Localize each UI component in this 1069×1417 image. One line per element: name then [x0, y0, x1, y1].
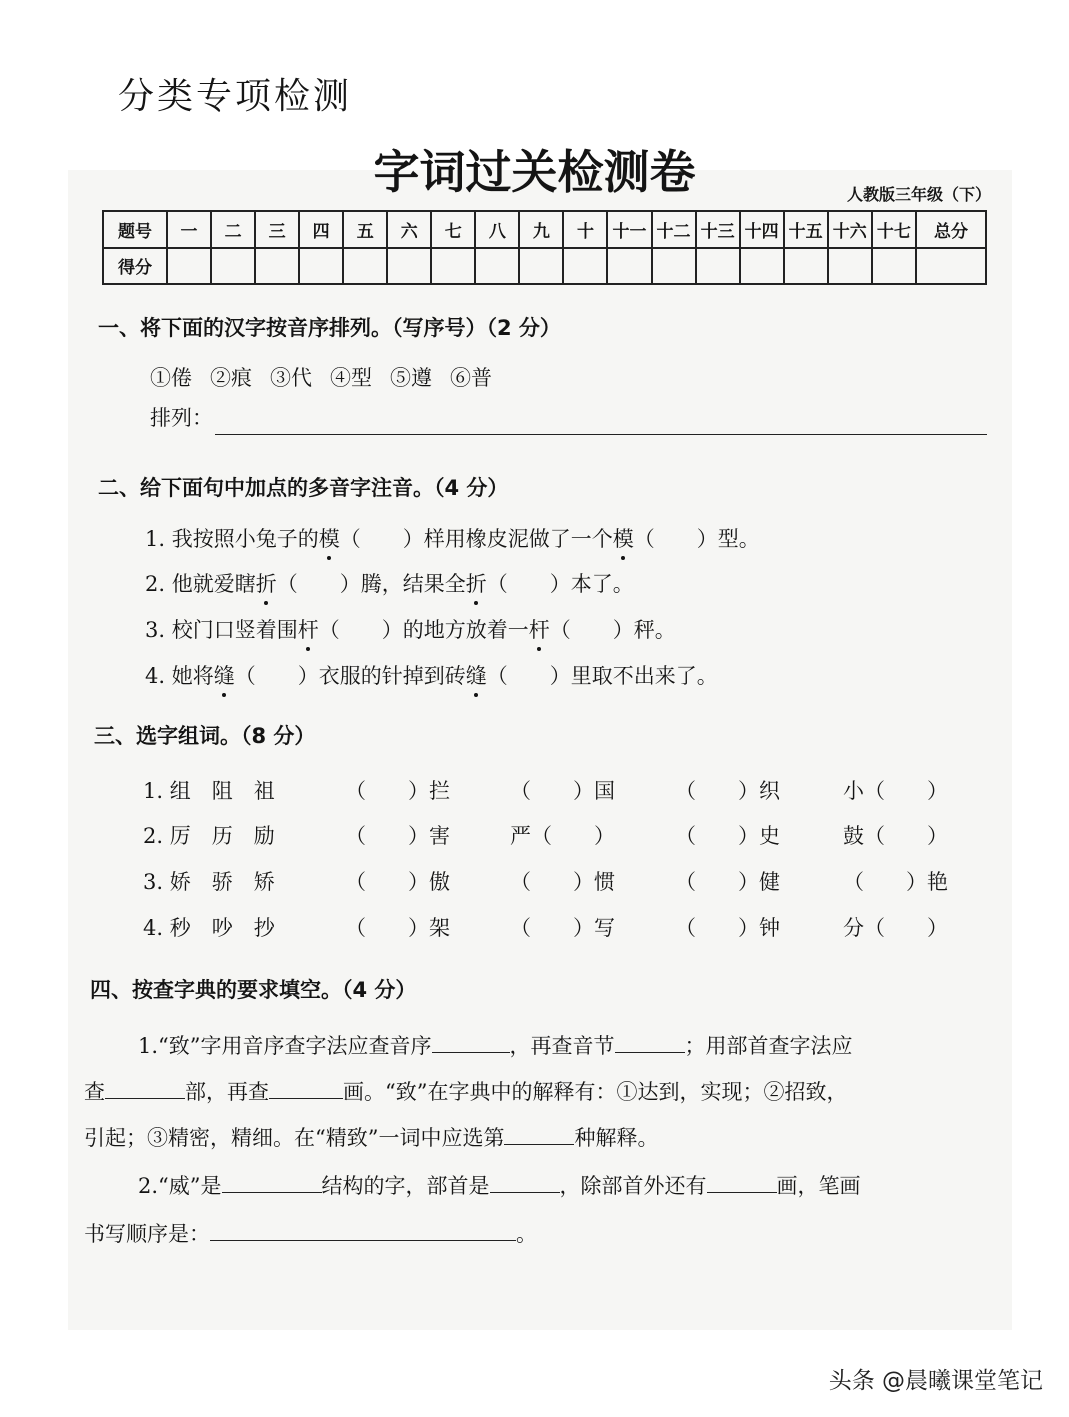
word-row-chars: 4. 秒 吵 抄	[143, 916, 275, 940]
question-text: 2.“威”是	[138, 1174, 222, 1198]
answer-blank[interactable]	[222, 1172, 322, 1193]
section-4-heading: 四、按查字典的要求填空。（4 分）	[90, 978, 417, 1002]
char-item: ②痕	[210, 366, 252, 390]
score-cell[interactable]	[519, 248, 563, 285]
word-blank[interactable]: （ ）织	[675, 779, 780, 803]
answer-blank[interactable]	[269, 1078, 343, 1099]
sentence-2	[145, 568, 634, 598]
section-1-answer-line[interactable]	[215, 434, 987, 435]
score-table-col: 三	[255, 211, 299, 248]
sentence-text[interactable]: （ ）衣服的针掉到砖	[234, 664, 466, 688]
header-label: 分类专项检测	[118, 76, 353, 117]
score-cell[interactable]	[652, 248, 696, 285]
score-cell[interactable]	[343, 248, 387, 285]
word-blank[interactable]: （ ）健	[675, 870, 780, 894]
score-table-row-label: 题号	[103, 211, 167, 248]
word-blank[interactable]: （ ）惯	[510, 870, 615, 894]
word-blank[interactable]: 小（ ）	[843, 779, 948, 803]
word-blank[interactable]: （ ）拦	[345, 779, 450, 803]
answer-blank[interactable]	[615, 1032, 685, 1053]
question-text: 部，再查	[185, 1080, 269, 1104]
question-text: 书写顺序是：	[84, 1222, 210, 1246]
char-item: ①倦	[150, 366, 192, 390]
score-cell[interactable]	[387, 248, 431, 285]
watermark: 头条 @晨曦课堂笔记	[828, 1368, 1043, 1394]
dotted-char: 模	[319, 523, 340, 553]
word-row-chars: 2. 厉 历 励	[143, 824, 275, 848]
score-table-col: 十六	[828, 211, 872, 248]
dotted-char: 折	[256, 568, 277, 598]
score-table-col: 十	[563, 211, 607, 248]
answer-blank[interactable]	[504, 1124, 574, 1145]
sentence-text: 校门口竖着围	[171, 618, 298, 642]
score-table-col: 十七	[872, 211, 916, 248]
sentence-number: 4.	[145, 664, 172, 688]
sentence-text[interactable]: （ ）本了。	[486, 572, 634, 596]
exam-paper	[68, 170, 1012, 1330]
sentence-3	[145, 614, 676, 644]
dotted-char: 杆	[529, 614, 550, 644]
word-blank[interactable]: （ ）架	[345, 916, 450, 940]
word-blank[interactable]: （ ）钟	[675, 916, 780, 940]
section-3-heading: 三、选字组词。（8 分）	[94, 724, 316, 748]
sentence-text: 他就爱瞎	[171, 572, 256, 596]
score-table-col: 四	[299, 211, 343, 248]
question-text: ，除部首外还有	[559, 1174, 707, 1198]
score-cell[interactable]	[475, 248, 519, 285]
score-table-row-label: 得分	[103, 248, 167, 285]
answer-blank[interactable]	[490, 1172, 560, 1193]
sentence-text[interactable]: （ ）里取不出来了。	[486, 664, 718, 688]
score-cell[interactable]	[211, 248, 255, 285]
score-table-col: 十三	[696, 211, 740, 248]
word-blank[interactable]: （ ）害	[345, 824, 450, 848]
sentence-text[interactable]: （ ）样用橡皮泥做了一个	[339, 527, 613, 551]
q2-line-1	[138, 1170, 861, 1200]
score-cell[interactable]	[696, 248, 740, 285]
question-text: 1.“致”字用音序查字法应查音序	[138, 1034, 432, 1058]
word-row-chars: 1. 组 阻 祖	[143, 779, 275, 803]
sentence-text[interactable]: （ ）腾，结果全	[276, 572, 466, 596]
word-blank[interactable]: 鼓（ ）	[843, 824, 948, 848]
score-cell[interactable]	[740, 248, 784, 285]
char-item: ③代	[270, 366, 312, 390]
question-text: 种解释。	[574, 1126, 659, 1150]
sentence-number: 2.	[145, 572, 172, 596]
edition-label: 人教版三年级（下）	[846, 185, 991, 204]
question-text: 引起；③精密，精细。在“精致”一词中应选第	[84, 1126, 505, 1150]
score-table-col: 七	[431, 211, 475, 248]
word-blank[interactable]: 严（ ）	[510, 824, 615, 848]
question-text: 结构的字，部首是	[321, 1174, 490, 1198]
score-table-col: 十五	[784, 211, 828, 248]
question-text: 画。“致”在字典中的解释有：①达到，实现；②招致，	[343, 1080, 848, 1104]
sentence-text[interactable]: （ ）的地方放着一	[318, 618, 529, 642]
score-table-col: 一	[167, 211, 211, 248]
word-blank[interactable]: （ ）史	[675, 824, 780, 848]
score-cell[interactable]	[872, 248, 916, 285]
word-blank[interactable]: 分（ ）	[843, 916, 948, 940]
score-cell[interactable]	[784, 248, 828, 285]
word-blank[interactable]: （ ）傲	[345, 870, 450, 894]
word-blank[interactable]: （ ）国	[510, 779, 615, 803]
word-row-chars: 3. 娇 骄 矫	[143, 870, 275, 894]
question-text: 查	[84, 1080, 105, 1104]
section-1-answer-label: 排列：	[150, 406, 213, 430]
question-text: ，再查音节	[509, 1034, 615, 1058]
score-cell[interactable]	[255, 248, 299, 285]
char-item: ⑥普	[450, 366, 492, 390]
score-table-total: 总分	[916, 211, 986, 248]
score-table-col: 二	[211, 211, 255, 248]
dotted-char: 缝	[214, 660, 235, 690]
score-table	[102, 210, 987, 285]
score-table-col: 六	[387, 211, 431, 248]
dotted-char: 折	[466, 568, 487, 598]
dotted-char: 模	[613, 523, 634, 553]
answer-blank[interactable]	[707, 1172, 777, 1193]
q1-line-3	[84, 1122, 658, 1152]
score-cell[interactable]	[299, 248, 343, 285]
answer-blank[interactable]	[210, 1220, 516, 1241]
answer-blank[interactable]	[432, 1032, 510, 1053]
section-2-heading: 二、给下面句中加点的多音字注音。（4 分）	[98, 476, 509, 500]
q1-line-1	[138, 1030, 853, 1060]
sentence-text: 我按照小兔子的	[171, 527, 319, 551]
q2-line-2	[84, 1218, 537, 1248]
score-table-col: 十一	[607, 211, 651, 248]
score-table-col: 九	[519, 211, 563, 248]
score-cell[interactable]	[563, 248, 607, 285]
score-table-col: 十四	[740, 211, 784, 248]
sentence-number: 1.	[145, 527, 172, 551]
score-cell[interactable]	[167, 248, 211, 285]
question-text: 。	[516, 1222, 537, 1246]
dotted-char: 缝	[466, 660, 487, 690]
sentence-text[interactable]: （ ）秤。	[549, 618, 676, 642]
sentence-4	[145, 660, 718, 690]
page-title: 字词过关检测卷	[373, 145, 696, 199]
score-table-col: 十二	[652, 211, 696, 248]
section-1-chars	[150, 362, 492, 392]
char-item: ④型	[330, 366, 372, 390]
score-table-col: 五	[343, 211, 387, 248]
sentence-number: 3.	[145, 618, 172, 642]
sentence-1	[145, 523, 760, 553]
sentence-text[interactable]: （ ）型。	[633, 527, 760, 551]
answer-blank[interactable]	[105, 1078, 185, 1099]
score-cell[interactable]	[828, 248, 872, 285]
score-total-cell[interactable]	[916, 248, 986, 285]
section-1-heading: 一、将下面的汉字按音序排列。（写序号）（2 分）	[98, 316, 561, 340]
dotted-char: 杆	[298, 614, 319, 644]
sentence-text: 她将	[171, 664, 214, 688]
score-table-score-row	[103, 248, 986, 285]
question-text: ；用部首查字法应	[684, 1034, 853, 1058]
score-cell[interactable]	[431, 248, 475, 285]
char-item: ⑤遵	[390, 366, 432, 390]
score-cell[interactable]	[607, 248, 651, 285]
score-table-col: 八	[475, 211, 519, 248]
word-blank[interactable]: （ ）艳	[843, 870, 948, 894]
word-blank[interactable]: （ ）写	[510, 916, 615, 940]
score-table-header-row	[103, 211, 986, 248]
q1-line-2	[84, 1076, 847, 1106]
question-text: 画，笔画	[776, 1174, 861, 1198]
